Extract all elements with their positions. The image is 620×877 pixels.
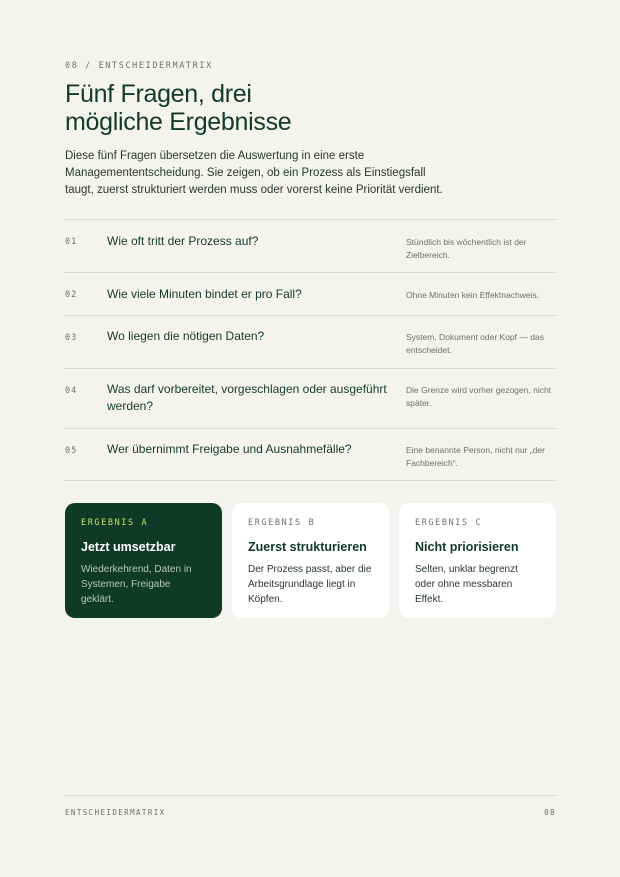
question-number: 04 xyxy=(65,386,78,396)
footer-section-label: ENTSCHEIDERMATRIX xyxy=(65,808,166,817)
question-note: System, Dokument oder Kopf — das entscheidet. xyxy=(406,332,544,355)
question-row xyxy=(65,273,556,316)
result-text: Der Prozess passt, aber die Arbeitsgrundlage liegt in Köpfen. xyxy=(248,564,372,605)
question-number: 01 xyxy=(65,237,78,247)
result-card-c xyxy=(399,503,556,618)
page-title-line-2: mögliche Ergebnisse xyxy=(65,108,292,136)
footer-divider xyxy=(65,795,556,796)
question-text: Was darf vorbereitet, vorgeschlagen oder ausgeführt werden? xyxy=(107,382,387,413)
question-number: 03 xyxy=(65,333,78,343)
question-text: Wo liegen die nötigen Daten? xyxy=(107,329,265,343)
question-row xyxy=(65,429,556,481)
result-cards xyxy=(65,503,556,618)
document-page xyxy=(65,0,556,877)
result-text: Wiederkehrend, Daten in Systemen, Freigabe geklärt. xyxy=(81,564,192,605)
section-eyebrow: 08 / ENTSCHEIDERMATRIX xyxy=(65,61,213,71)
result-title: Jetzt umsetzbar xyxy=(81,540,176,554)
question-text: Wie viele Minuten bindet er pro Fall? xyxy=(107,287,302,301)
question-number: 05 xyxy=(65,446,78,456)
result-title: Nicht priorisieren xyxy=(415,540,519,554)
question-note: Ohne Minuten kein Effektnachweis. xyxy=(406,290,540,300)
question-text: Wie oft tritt der Prozess auf? xyxy=(107,234,259,248)
question-row xyxy=(65,220,556,273)
result-card-b xyxy=(232,503,389,618)
question-row xyxy=(65,369,556,429)
result-tag: ERGEBNIS B xyxy=(248,518,316,528)
result-tag: ERGEBNIS A xyxy=(81,518,149,528)
result-tag: ERGEBNIS C xyxy=(415,518,483,528)
page-title-line-1: Fünf Fragen, drei xyxy=(65,80,252,108)
question-note: Die Grenze wird vorher gezogen, nicht später. xyxy=(406,385,552,408)
result-card-a xyxy=(65,503,222,618)
question-list xyxy=(65,219,556,481)
question-text: Wer übernimmt Freigabe und Ausnahmefälle? xyxy=(107,442,352,456)
result-text: Selten, unklar begrenzt oder ohne messbaren Effekt. xyxy=(415,564,518,605)
question-note: Eine benannte Person, nicht nur „der Fachbereich“. xyxy=(406,445,545,468)
lead-paragraph: Diese fünf Fragen übersetzen die Auswertung in eine erste Managemententscheidung. Sie zeigen, ob ein Prozess als Einstiegsfall taugt, zuerst strukturiert werden muss oder vorerst keine Priorität verdient. xyxy=(65,150,443,196)
result-title: Zuerst strukturieren xyxy=(248,540,367,554)
question-number: 02 xyxy=(65,290,78,300)
footer-page-number: 08 xyxy=(544,808,556,817)
question-note: Stündlich bis wöchentlich ist der Zielbereich. xyxy=(406,237,527,260)
question-row xyxy=(65,316,556,369)
page-title xyxy=(65,80,465,136)
